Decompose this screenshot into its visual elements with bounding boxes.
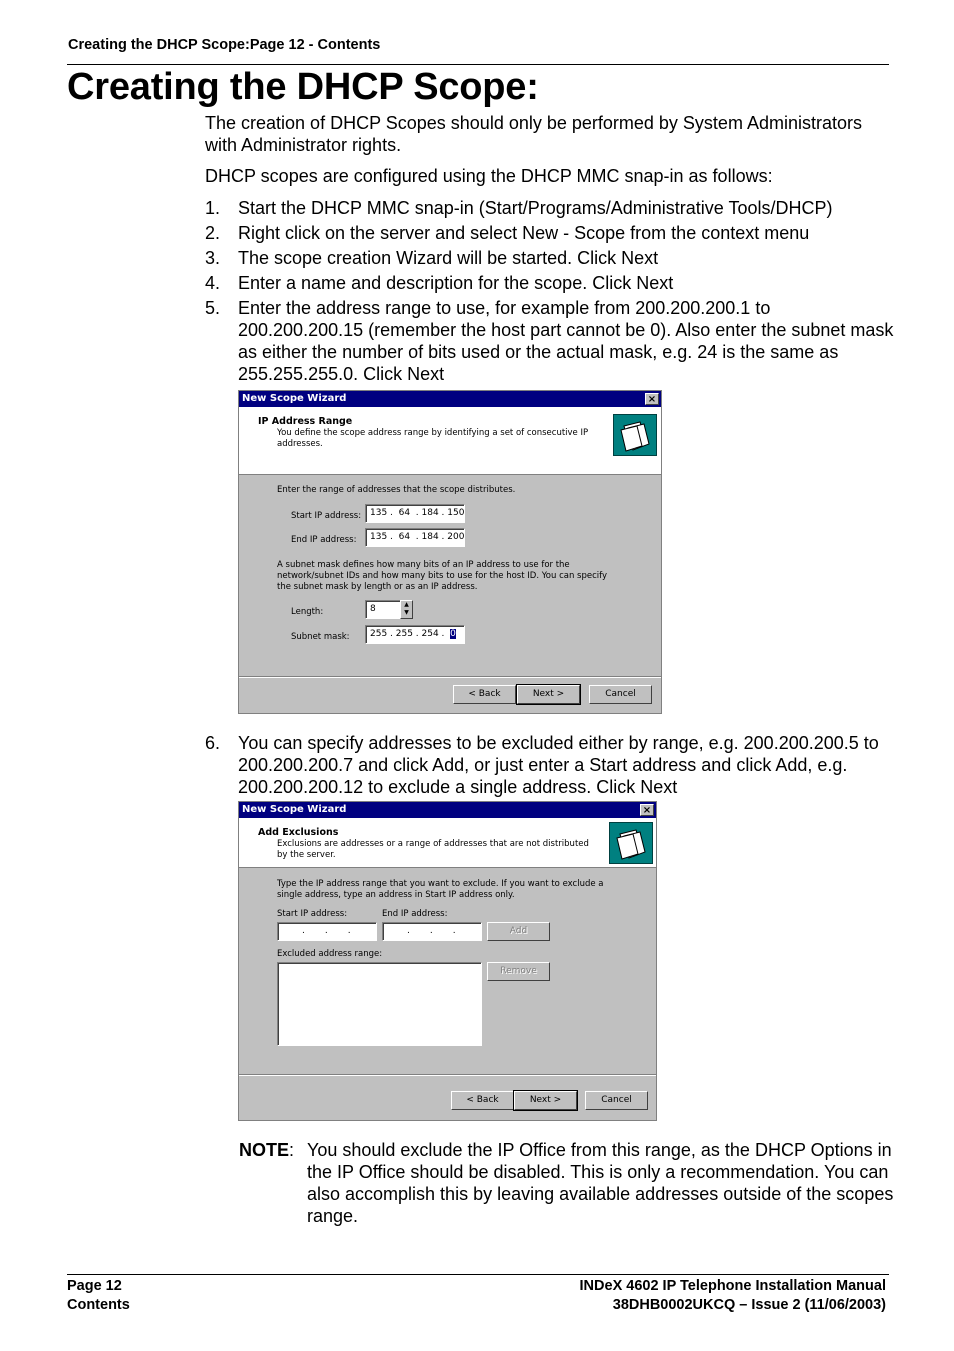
note-label-text: NOTE <box>239 1140 290 1160</box>
button-separator <box>239 1074 656 1076</box>
list-item <box>205 197 895 222</box>
start-ip-input[interactable]: 135 . 64 . 184 . 150 <box>365 504 465 523</box>
footer-section: Contents <box>67 1297 130 1313</box>
step-number: 2. <box>205 223 221 243</box>
subnet-mask-value: 255 . 255 . 254 . <box>370 629 451 639</box>
end-ip-input[interactable]: 135 . 64 . 184 . 200 <box>365 528 465 547</box>
add-button[interactable]: Add <box>487 922 550 941</box>
step-text: Enter the address range to use, for example from 200.200.200.1 to 200.200.200.15 (remember the host part cannot be 0). Also enter the subnet mask as either the number of bits used or the actual mask, e.g. 24 is the same as 255.255.255.0. Click Next <box>238 298 894 384</box>
wizard-step-description: You define the scope address range by identifying a set of consecutive IP addresses. <box>277 428 589 449</box>
list-item <box>205 297 895 385</box>
step-number: 3. <box>205 248 221 268</box>
length-spinner[interactable]: ▲ ▼ <box>400 600 413 619</box>
steps-list-2 <box>205 732 895 798</box>
footer-rule <box>67 1274 889 1275</box>
footer-left <box>67 1277 130 1315</box>
wizard-step-title: IP Address Range <box>258 416 353 427</box>
folder-stack-icon <box>609 822 653 864</box>
footer-manual-title: INDeX 4602 IP Telephone Installation Manual <box>579 1278 886 1294</box>
end-ip-label: End IP address: <box>291 535 357 545</box>
folder-stack-icon <box>613 414 657 456</box>
excluded-range-list[interactable] <box>277 962 482 1046</box>
close-icon[interactable]: × <box>645 393 659 405</box>
wizard-step-description: Exclusions are addresses or a range of addresses that are not distributed by the server. <box>277 839 589 860</box>
dialog-title: New Scope Wizard <box>242 804 347 815</box>
dialog-title-bar <box>239 802 656 818</box>
steps-list-1 <box>205 197 895 385</box>
step-text: The scope creation Wizard will be started. Click Next <box>238 248 659 268</box>
dialog-title-bar <box>239 391 661 407</box>
list-item <box>205 272 895 297</box>
footer-right <box>580 1277 886 1315</box>
intro-paragraph-1: The creation of DHCP Scopes should only be performed by System Administrators with Administrator rights. <box>205 113 862 155</box>
list-item <box>205 247 895 272</box>
wizard-body <box>239 868 656 1120</box>
wizard-step-title: Add Exclusions <box>258 827 339 838</box>
remove-button[interactable]: Remove <box>487 962 550 981</box>
close-icon[interactable]: × <box>640 804 654 816</box>
length-label: Length: <box>291 607 324 617</box>
step-number: 1. <box>205 198 221 218</box>
step-text: Start the DHCP MMC snap-in (Start/Programs/Administrative Tools/DHCP) <box>238 198 833 218</box>
wizard-header <box>239 818 656 868</box>
intro-paragraph-2: DHCP scopes are configured using the DHCP MMC snap-in as follows: <box>205 166 773 186</box>
subnet-mask-info: A subnet mask defines how many bits of an IP address to use for the network/subnet IDs and how many bits to use for the host ID. You can specify the subnet mask by length or as an IP address. <box>277 560 608 592</box>
step-text: Enter a name and description for the scope. Click Next <box>238 273 674 293</box>
step-number: 4. <box>205 273 221 293</box>
end-ip-input[interactable]: . . . <box>382 922 482 941</box>
subnet-mask-selected-octet: 0 <box>450 629 456 639</box>
dialog-title: New Scope Wizard <box>242 393 347 404</box>
note-colon: : <box>289 1140 295 1160</box>
subnet-mask-input[interactable] <box>365 625 465 644</box>
start-ip-label: Start IP address: <box>277 909 348 919</box>
start-ip-input[interactable]: . . . <box>277 922 377 941</box>
wizard-body <box>239 475 661 713</box>
step-text: You can specify addresses to be excluded either by range, e.g. 200.200.200.5 to 200.200.200.7 and click Add, or just enter a Start address and click Add, e.g. 200.200.200.12 to exclude a single address. Click Next <box>238 733 879 797</box>
list-item <box>205 222 895 247</box>
range-prompt: Enter the range of addresses that the scope distributes. <box>277 485 516 495</box>
running-header: Creating the DHCP Scope:Page 12 - Contents <box>68 37 381 53</box>
new-scope-wizard-dialog-exclusions <box>238 801 657 1121</box>
subnet-mask-label: Subnet mask: <box>291 632 350 642</box>
end-ip-label: End IP address: <box>382 909 448 919</box>
excluded-range-label: Excluded address range: <box>277 949 383 959</box>
step-text: Right click on the server and select New - Scope from the context menu <box>238 223 810 243</box>
step-number: 5. <box>205 298 221 318</box>
cancel-button[interactable]: Cancel <box>585 1091 648 1110</box>
next-button[interactable]: Next > <box>514 1091 577 1110</box>
cancel-button[interactable]: Cancel <box>589 685 652 704</box>
back-button[interactable]: < Back <box>453 685 516 704</box>
header-rule <box>67 64 889 65</box>
start-ip-label: Start IP address: <box>291 511 362 521</box>
button-separator <box>239 676 661 678</box>
back-button[interactable]: < Back <box>451 1091 514 1110</box>
step-number: 6. <box>205 733 221 753</box>
next-button[interactable]: Next > <box>517 685 580 704</box>
note-text: You should exclude the IP Office from this range, as the DHCP Options in the IP Office should be disabled. This is only a recommendation. You can also accomplish this by leaving available addresses outside of the scopes range. <box>307 1140 894 1226</box>
new-scope-wizard-dialog-ip-range <box>238 390 662 714</box>
list-item <box>205 732 895 798</box>
footer-issue: 38DHB0002UKCQ – Issue 2 (11/06/2003) <box>612 1297 886 1313</box>
note-label <box>239 1139 294 1161</box>
length-input[interactable]: 8 <box>365 600 401 619</box>
wizard-header <box>239 407 661 475</box>
footer-page-number: Page 12 <box>67 1278 122 1294</box>
page-title: Creating the DHCP Scope: <box>67 66 539 108</box>
exclusion-prompt: Type the IP address range that you want to exclude. If you want to exclude a single address, type an address in Start IP address only. <box>277 879 604 900</box>
